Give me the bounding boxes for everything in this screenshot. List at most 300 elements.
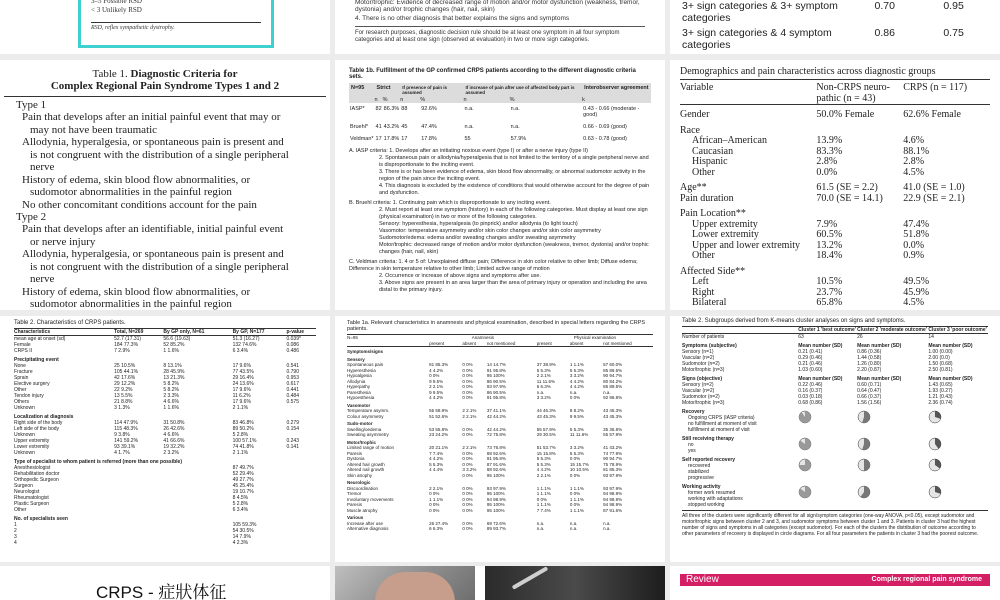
- cell: 5 2.8%: [232, 501, 249, 507]
- cluster-table: [682, 326, 988, 508]
- cell: 1 1.1%: [569, 507, 584, 513]
- section-row: [347, 478, 653, 486]
- cell: 45 25.4%: [232, 483, 254, 489]
- cell: 0.575: [286, 399, 299, 405]
- table-title: Table 1b. Fulfillment of the GP confirmed CRPS patients according to the different diagnostic criteria sets.: [349, 68, 636, 80]
- cell: 4 1.7%: [114, 450, 130, 456]
- tile-anamnesis-table[interactable]: [335, 316, 665, 562]
- row-label: Left side of the body: [14, 426, 60, 432]
- sub-header: Mean number (SD): [928, 376, 973, 382]
- cell: 8 4.5%: [232, 495, 249, 501]
- cell: 41 43.2%: [603, 445, 623, 450]
- cell: 19 10.7%: [232, 489, 254, 495]
- sub-header: absent: [569, 340, 584, 346]
- cell: 42 17.6%: [114, 375, 136, 381]
- cell: n.a.: [464, 106, 474, 112]
- table-header-row: [682, 327, 988, 334]
- row-label: Localization at diagnosis: [14, 414, 74, 420]
- cell: 1.00 (0.00): [928, 349, 953, 355]
- row-label: Limited range of motion: [347, 445, 395, 450]
- sub-header: n: [463, 97, 467, 103]
- table-title: Demographics and pain characteristics across diagnostic groups: [680, 66, 990, 80]
- col-header: CRPS (n = 117): [903, 82, 968, 93]
- cell: 0 0%: [462, 362, 473, 367]
- row-label: Alternative diagnosis: [347, 526, 389, 531]
- col-header: N=95: [347, 335, 358, 340]
- tile-gp-confirmed-criteria[interactable]: [335, 60, 665, 310]
- cell: [286, 540, 316, 546]
- section-label: Sudo-motor: [347, 421, 373, 426]
- sub-header: Mean number (SD): [928, 343, 973, 349]
- cell: 0.243: [286, 438, 299, 444]
- row-label: Hypoesthesia: [347, 395, 375, 400]
- non-crps-value: [816, 121, 903, 137]
- cell: 95 100%: [486, 472, 505, 478]
- table-row: [680, 251, 990, 262]
- col-header: Strict: [376, 85, 391, 91]
- cell: 7 2.9%: [114, 348, 130, 354]
- cell: 9 9.5%: [569, 413, 584, 419]
- legend-item: fulfillment at moment of visit: [688, 427, 750, 433]
- pie-chart: [857, 410, 871, 424]
- cell: 0 0%: [429, 373, 440, 378]
- cell: 1 1.6%: [163, 348, 179, 354]
- table-row: [680, 168, 990, 179]
- pie-cell: [798, 454, 857, 481]
- cell: 17 9.6%: [232, 399, 251, 405]
- crps-value: 4.6%: [903, 135, 925, 146]
- cell: n.a.: [569, 389, 578, 395]
- row-label: Affected Side**: [680, 265, 746, 277]
- section-row: [347, 401, 653, 409]
- cell: [114, 513, 163, 522]
- cell: 23 24.2%: [429, 432, 449, 437]
- row-label: Discoordination: [347, 485, 379, 491]
- cell: 41 66.6%: [163, 438, 185, 444]
- table-title: Table 2. Characteristics of CRPS patients.: [14, 320, 126, 326]
- cell: 25 10.5%: [114, 363, 136, 369]
- tile-rsd-scoring[interactable]: [0, 0, 330, 54]
- review-topic: Complex regional pain syndrome: [871, 576, 982, 583]
- cell: 1 1.1%: [569, 496, 584, 502]
- cell: 73 76.8%: [486, 445, 506, 450]
- cell: 1.44 (0.58): [857, 355, 882, 361]
- tile-review-header[interactable]: [670, 566, 1000, 600]
- cell: 17: [401, 136, 408, 142]
- pie-chart: [798, 410, 812, 424]
- cell: 42 44.2%: [486, 426, 506, 432]
- cell: [163, 354, 232, 363]
- cell: 105 44.1%: [114, 369, 139, 375]
- criterion-line: History of edema, skin blood flow abnormalities, or: [22, 173, 251, 186]
- row-label: Hyperpathy: [347, 384, 371, 389]
- cell: 114 47.9%: [114, 420, 138, 426]
- cell: 90 94.7%: [603, 373, 623, 378]
- cell: 4 4.4%: [429, 467, 444, 472]
- pie-row: [682, 433, 988, 454]
- cell: 5 5.3%: [569, 450, 584, 456]
- non-crps-value: 0.0%: [816, 166, 838, 178]
- cell: 43 45.3%: [536, 413, 556, 419]
- cell: 85 89.5%: [603, 367, 623, 373]
- legend-item: yes: [688, 448, 696, 454]
- cell: 72 75.8%: [486, 432, 506, 437]
- row-label: Temperature asymm.: [347, 408, 390, 413]
- table-row: [347, 445, 653, 451]
- sub-header: Mean number (SD): [798, 343, 843, 349]
- pie-chart: [857, 437, 871, 451]
- sub-header: %: [420, 97, 426, 103]
- row-label: Unknown: [14, 450, 35, 456]
- table-row: [680, 277, 990, 288]
- tile-diagnostic-criteria-table[interactable]: [0, 60, 330, 310]
- row-label: 2: [14, 528, 17, 534]
- tile-crps-characteristics[interactable]: [0, 316, 330, 562]
- cell: 29 30.5%: [536, 432, 556, 437]
- sub-header: Mean number (SD): [857, 376, 902, 382]
- section-row: [347, 438, 653, 446]
- pie-cell: [928, 433, 988, 454]
- note-line: 2. Occurrence or increase of above signs and symptoms after use.: [379, 273, 542, 279]
- criterion: [16, 199, 314, 212]
- cell: 0 0%: [462, 450, 473, 456]
- cell: 141 59.2%: [114, 438, 139, 444]
- non-crps-value: 65.8%: [816, 297, 843, 308]
- table-row: [680, 230, 990, 241]
- cell: 3 3.2%: [569, 373, 584, 378]
- cell: 0.790: [286, 369, 299, 375]
- cell: 1 1.6%: [163, 405, 179, 411]
- table-row: [680, 194, 990, 205]
- cell: 17.8%: [383, 136, 400, 142]
- sub-header: n: [374, 97, 378, 103]
- table-row: [347, 526, 653, 532]
- tile-sensitivity-table[interactable]: [670, 0, 1000, 54]
- tile-hand-photos[interactable]: [335, 566, 665, 600]
- crps-value: 49.5%: [903, 276, 930, 287]
- crps-value: 51.8%: [903, 229, 930, 240]
- criterion-line: is not congruent with the distribution of a single peripheral: [30, 260, 289, 273]
- row-label: Right: [692, 286, 715, 298]
- table-row: [680, 105, 990, 121]
- section-row: [347, 355, 653, 363]
- sensitivity-value: 0.70: [874, 0, 895, 12]
- cell: 93 97.9%: [486, 384, 506, 389]
- cell: 89 93.7%: [486, 526, 506, 531]
- tile-cluster-subgroups[interactable]: [670, 316, 1000, 562]
- row-label: Rehabilitation doctor: [14, 471, 60, 477]
- section-label: Various: [347, 515, 364, 520]
- table-row: [349, 133, 651, 145]
- row-label: Tendon injury: [14, 393, 44, 399]
- cell: 5 5.3%: [569, 426, 584, 432]
- pie-chart: [798, 458, 812, 472]
- cell: 91 95.8%: [486, 367, 506, 373]
- cell: IASP*: [350, 106, 365, 112]
- sub-header: not mentioned: [486, 340, 516, 346]
- cell: 94 98.9%: [603, 496, 623, 502]
- cell: 28 45.9%: [163, 369, 185, 375]
- cell: 0.484: [286, 393, 299, 399]
- cell: 43 45.3%: [603, 413, 623, 419]
- cell: 6 3.4%: [232, 348, 249, 354]
- criteria-fulfillment-table: [349, 83, 651, 145]
- pie-title: Self reported recovery: [682, 457, 736, 463]
- cell: 56 58.9%: [429, 408, 449, 413]
- cell: 17.8%: [421, 136, 437, 142]
- cell: 87 91.6%: [603, 507, 623, 513]
- cell: n.a.: [510, 106, 520, 112]
- cell: 89 50.2%: [232, 426, 254, 432]
- table-row: [349, 121, 651, 133]
- cell: 0.64 (0.47): [857, 388, 882, 394]
- cell: 0 0%: [462, 496, 473, 502]
- pie-chart: [857, 485, 871, 499]
- row-label: Muscle atrophy: [347, 507, 378, 513]
- crps-value: 2.8%: [903, 156, 925, 167]
- cell: 29 16.4%: [232, 375, 254, 381]
- crps-value: 45.9%: [903, 286, 930, 298]
- sub-header: %: [509, 97, 515, 103]
- cell: 93 97.9%: [486, 485, 506, 491]
- cell: n.a.: [536, 526, 545, 531]
- cell: 3 3.2%: [462, 467, 477, 472]
- section-label: Sensory: [347, 356, 365, 362]
- sensitivity-value: 0.86: [874, 27, 895, 39]
- cell: 81 85.3%: [603, 467, 623, 472]
- cell: 88 92.6%: [486, 467, 506, 472]
- col-header: Total, N=269: [114, 329, 144, 335]
- cell: 44 46.3%: [536, 408, 556, 413]
- criterion: [16, 174, 314, 199]
- cell: 0 0%: [462, 384, 473, 389]
- note-line: Motor/trophic: decreased range of motion and/or motor dysfunction (weakness, tremor, dystonia) and/or trophic changes (hair, nail, skin): [379, 242, 649, 255]
- tile-crps-title-slide[interactable]: [0, 566, 330, 600]
- cell: 80 84.2%: [603, 378, 623, 384]
- row-label: Skin atrophy: [347, 472, 373, 478]
- cell: 3 1.3%: [114, 405, 130, 411]
- note-line: B. Bruehl criteria: 1. Continuing pain which is disproportionate to any inciting event.: [349, 200, 551, 206]
- row-label: Tremor: [347, 491, 362, 496]
- cell: 56.6 (19.63): [163, 336, 191, 342]
- cell: 2 1.1%: [232, 450, 249, 456]
- pie-title: Working activity: [682, 484, 721, 490]
- sensitivity-table: [682, 0, 988, 51]
- cell: 3 3.2%: [536, 395, 551, 400]
- pie-legend: [682, 481, 798, 508]
- col-header: Cluster 1 'best outcome': [798, 327, 856, 333]
- cell: 17: [375, 136, 382, 142]
- cell: 0 0%: [462, 520, 473, 526]
- cell: 0.441: [286, 387, 299, 393]
- cell: 57.9%: [510, 136, 527, 142]
- cell: 55 57.9%: [536, 426, 556, 432]
- cell: 86 90.5%: [486, 389, 506, 395]
- cell: 0.21 (0.46): [798, 361, 823, 367]
- cell: 94 98.9%: [603, 502, 623, 507]
- cell: n.a.: [603, 520, 611, 526]
- cell: [114, 540, 163, 546]
- cell: 2 2.1%: [536, 472, 551, 478]
- row-label: Sweating asymmetry: [347, 432, 389, 437]
- rsd-footnote: RSD, reflex sympathetic dystrophy.: [91, 25, 175, 31]
- cell: 14: [928, 334, 934, 340]
- demographics-table: [680, 80, 990, 309]
- cell: n.a.: [569, 526, 578, 531]
- cell: 5 2.8%: [232, 432, 249, 438]
- cell: 31 50.8%: [163, 420, 185, 426]
- col-header: Interobserver agreement: [584, 85, 649, 91]
- cell: [114, 354, 163, 363]
- type-1-heading: Type 1: [16, 99, 47, 111]
- cell: 15 15.7%: [569, 461, 589, 467]
- row-label: Paresis: [347, 450, 363, 456]
- pie-cell: [798, 481, 857, 508]
- row-label: Swelling/oedema: [347, 426, 382, 432]
- row-label: Orthopedic Surgeon: [14, 477, 59, 483]
- row-label: Pain Location**: [680, 208, 746, 219]
- cell: 92 96.8%: [603, 395, 623, 400]
- cell: [286, 513, 316, 522]
- col-header: Cluster 2 'moderate outcome': [857, 327, 927, 333]
- cell: 26 42.6%: [163, 426, 185, 432]
- cell: 0.66 - 0.69 (good): [583, 124, 627, 130]
- legend-item: Ongoing CRPS (IASP criteria): [688, 415, 755, 421]
- cell: 87 91.6%: [486, 461, 506, 467]
- criterion: [16, 111, 314, 136]
- col-header: By GP, N=177: [232, 329, 265, 335]
- cell: 52 29.4%: [232, 471, 254, 477]
- row-label: Gender: [680, 109, 710, 120]
- row-label: 3+ sign categories & 4 symptom categories: [682, 27, 832, 51]
- note-line: Sudomotor/edema: edema and/or sweating changes and/or sweating asymmetry: [379, 235, 576, 241]
- col-group-header: Physical examination: [573, 335, 616, 340]
- criterion-line: Allodynia, hyperalgesia, or spontaneous pain is present and: [22, 248, 284, 260]
- cell: 9 9.5%: [429, 378, 444, 384]
- cell: 55: [464, 136, 471, 142]
- legend-item: recovered: [688, 463, 711, 469]
- table-footnote: All three of the clusters were significantly different for all sign/symptom categories (one-way ANOVA, p<0.05), except sudomotor and motor/trophic signs between cluster 2 and 3, and sudomotor symptoms between cluster 1 and 3. Patients in cluster 3 had the highest number of signs and symptoms in all categories (except sudomotor). For each of the clusters the distribution of outcome according to other parameters of recovery is displayed in circle diagrams. For all four parameters the patients in cluster 3 had the poorest outcome.: [682, 510, 988, 537]
- criterion: [16, 248, 314, 286]
- note-line: C. Veldman criteria: 1. 4 or 5 of: Unexplained diffuse pain; Difference in skin color relative to other limb; Diffuse edema; Difference in skin temperature relative to other limb; Limited active range of motion: [349, 259, 638, 272]
- table-title: Table 1a. Relevant characteristics in anamnesis and physical examination, described in special letters regarding the CRPS patients.: [347, 320, 646, 332]
- cell: [163, 411, 232, 420]
- rsd-line-1: 3–5 Possible RSD: [91, 0, 142, 5]
- cell: 15 15.8%: [536, 450, 556, 456]
- crps-value: 4.5%: [903, 297, 925, 308]
- cell: n.a.: [510, 124, 520, 130]
- cell: 0.154: [286, 426, 299, 432]
- cell: 5 8.2%: [163, 387, 179, 393]
- row-label: Right side of the body: [14, 420, 63, 426]
- cell: 2 1.1%: [232, 405, 249, 411]
- cell: 0 0%: [569, 456, 581, 461]
- table-title: Complex Regional Pain Syndrome Types 1 and 2: [50, 80, 280, 92]
- cell: 0 0%: [569, 502, 581, 507]
- cell: 1.43 (0.65): [928, 382, 953, 388]
- cell: 93 39.1%: [114, 444, 136, 450]
- cell: Bruehl*: [350, 124, 369, 130]
- note-line: Vasomotor: temperature asymmetry and/or skin color changes and/or skin color asymmetry: [379, 228, 601, 234]
- row-label: Allodynia: [347, 378, 366, 384]
- cell: 94 98.9%: [603, 491, 623, 496]
- cell: 1.56 (1.56): [857, 400, 882, 406]
- table-caption: Table 1. Diagnostic Criteria for: [92, 68, 238, 80]
- cell: 75 78.9%: [603, 461, 623, 467]
- tile-demographics-table[interactable]: [670, 60, 1000, 310]
- section-label: Neurologic: [347, 480, 371, 485]
- cell: n.a.: [464, 124, 474, 130]
- cell: 0 0%: [462, 395, 473, 400]
- row-label: Female: [14, 342, 31, 348]
- no-other-diagnosis-line: 4. There is no other diagnosis that better explains the signs and symptoms: [355, 15, 570, 22]
- pie-title: Recovery: [682, 409, 705, 415]
- hand-photo-right: [485, 566, 665, 600]
- table-header-row: [680, 80, 990, 105]
- sub-header: Mean number (SD): [798, 376, 843, 382]
- non-crps-value: 13.2%: [816, 239, 843, 251]
- criterion-line: may not have been traumatic: [30, 123, 158, 136]
- cell: 0 0%: [429, 502, 440, 507]
- cell: 5 5.3%: [536, 456, 551, 461]
- pie-row: [682, 406, 988, 433]
- cell: 6 6.3%: [429, 526, 444, 531]
- row-label: Race: [680, 124, 700, 136]
- type-2-criteria: [16, 223, 314, 310]
- motor-trophic-line: Motor/trophic: Evidence of decreased range of motion and/or motor dysfunction (weakness, tremor, dystonia) and/or trophic changes (hair, nail, skin): [355, 0, 640, 13]
- non-crps-value: 7.9%: [816, 218, 838, 230]
- col-header: Variable: [680, 82, 714, 93]
- row-label: Hispanic: [692, 156, 728, 167]
- cell: 0 0%: [462, 485, 473, 491]
- row-label: Plastic Surgeon: [14, 501, 50, 507]
- cell: 0 0%: [462, 426, 473, 432]
- cell: 3 3.2%: [569, 445, 584, 450]
- table-row: [14, 456, 316, 465]
- cell: 0.21 (0.41): [798, 349, 823, 355]
- pie-cell: [928, 454, 988, 481]
- row-label: 4: [14, 540, 17, 546]
- cell: 43.2%: [383, 124, 400, 130]
- cell: 0.486: [286, 348, 299, 354]
- table-row: [680, 157, 990, 168]
- cell: 51.3 (16.27): [232, 336, 260, 342]
- cell: 0 0%: [462, 491, 473, 496]
- cell: 0 0%: [462, 507, 473, 513]
- cell: 0 0%: [569, 491, 581, 496]
- cell: 5 5.3%: [429, 461, 444, 467]
- cell: 4 4.2%: [429, 367, 444, 373]
- cell: 1.50 (0.68): [928, 361, 953, 367]
- cell: 5 5.3%: [536, 367, 551, 373]
- cell: 0.039*: [286, 336, 301, 342]
- table-row: [14, 513, 316, 522]
- row-label: Spontaneous pain: [347, 362, 384, 367]
- col-header: Non-CRPS neuro-pathic (n = 43): [816, 82, 891, 104]
- row-label: Upper extremity: [14, 438, 50, 444]
- cell: [286, 411, 316, 420]
- cell: 19 32.2%: [163, 444, 185, 450]
- cell: 43 45.3%: [603, 408, 623, 413]
- tile-budapest-criteria-end[interactable]: [335, 0, 665, 54]
- cell: 95 100%: [486, 507, 505, 513]
- pie-chart: [928, 410, 942, 424]
- crps-value: 4.5%: [903, 166, 925, 178]
- row-label: CRPS II: [14, 348, 33, 354]
- cell: 2.36 (0.74): [928, 400, 953, 406]
- cell: 9 9.5%: [429, 389, 444, 395]
- cell: 51 53.7%: [536, 445, 556, 450]
